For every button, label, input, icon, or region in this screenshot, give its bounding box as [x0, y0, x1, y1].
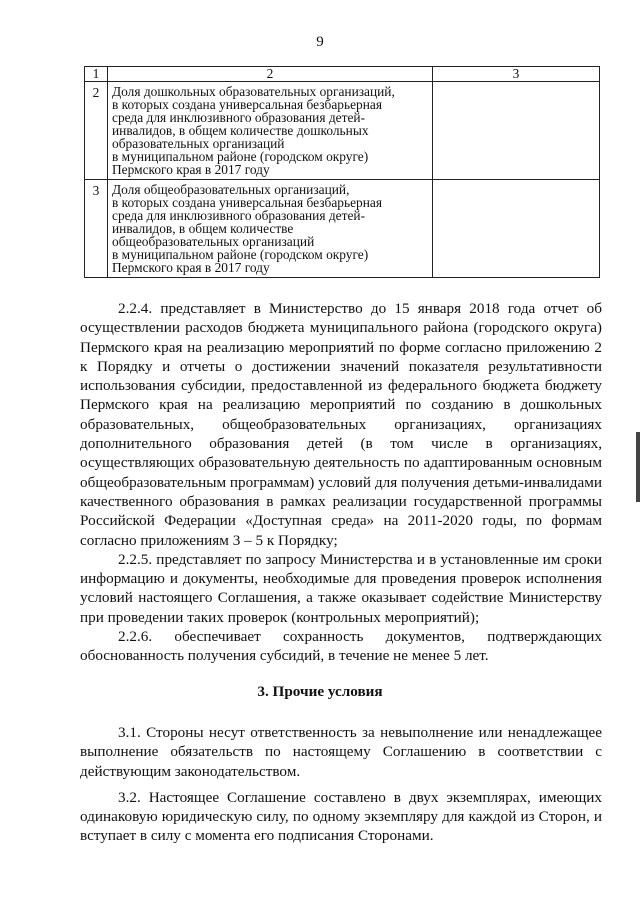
obligations-section: [80, 299, 602, 666]
indicator-line: общеобразовательных организаций: [112, 234, 315, 249]
page-number: 9: [316, 34, 324, 50]
indicator-line: Доля дошкольных образовательных организаций,: [112, 84, 395, 99]
indicators-table: [84, 66, 600, 278]
table-row: [85, 82, 600, 180]
indicator-line: Доля общеобразовательных организаций,: [112, 182, 350, 197]
indicator-line: Пермского края в 2017 году: [112, 260, 270, 275]
indicator-line: инвалидов, в общем количестве: [112, 221, 294, 236]
indicator-name: [108, 180, 433, 278]
indicator-line: образовательных организаций: [112, 136, 285, 151]
clause-2-2-5: 2.2.5. представляет по запросу Министерства и в установленные им сроки информацию и документы, необходимые для проведения проверок исполнения условий настоящего Соглашения, а также оказывает содействие Министерству при проведении таких проверок (контрольных мероприятий);: [80, 550, 602, 626]
indicator-line: в которых создана универсальная безбарьерная: [112, 195, 383, 210]
indicator-line: среда для инклюзивного образования детей-: [112, 208, 366, 223]
table-header-row: [85, 67, 600, 82]
other-conditions-section: [80, 723, 602, 846]
indicator-line: в муниципальном районе (городском округе): [112, 149, 369, 164]
table-row: [85, 180, 600, 278]
header-col-2: 2: [108, 67, 433, 82]
header-col-3: 3: [433, 67, 600, 82]
indicator-line: Пермского края в 2017 году: [112, 162, 270, 177]
section-title: 3. Прочие условия: [257, 683, 383, 700]
clause-2-2-6: 2.2.6. обеспечивает сохранность документов, подтверждающих обоснованность получения субсидий, в течение не менее 5 лет.: [80, 628, 602, 665]
scan-edge-mark: [636, 432, 640, 502]
indicator-line: инвалидов, в общем количестве дошкольных: [112, 123, 369, 138]
row-number: 2: [85, 82, 108, 180]
indicator-name: [108, 82, 433, 180]
indicator-line: в муниципальном районе (городском округе): [112, 247, 369, 262]
clause-3-2: 3.2. Настоящее Соглашение составлено в двух экземплярах, имеющих одинаковую юридическую силу, по одному экземпляру для каждой из Сторон, и вступает в силу с момента его подписания Сторонами.: [80, 788, 602, 845]
row-number: 3: [85, 180, 108, 278]
indicator-value: [433, 180, 600, 278]
clause-3-1: 3.1. Стороны несут ответственность за невыполнение или ненадлежащее выполнение обязательств по настоящему Соглашению в соответствии с действующим законодательством.: [80, 724, 602, 780]
header-col-1: 1: [85, 67, 108, 82]
indicator-line: среда для инклюзивного образования детей-: [112, 110, 366, 125]
indicator-value: [433, 82, 600, 180]
clause-2-2-4: 2.2.4. представляет в Министерство до 15 января 2018 года отчет об осуществлении расходов бюджета муниципального района (городского округа) Пермского края на реализацию мероприятий по форме согласно приложению 2 к Порядку и отчеты о достижении значений показателя результативности использования субсидии, предоставленной из федерального бюджета бюджету Пермского края на реализацию мероприятий по созданию в дошкольных образовательных, общеобразовательных организациях, организациях дополнительного образования детей (в том числе в организациях, осуществляющих образовательную деятельность по адаптированным основным общеобразовательным программам) условий для получения детьми-инвалидами качественного образования в рамках реализации государственной программы Российской Федерации «Доступная среда» на 2011-2020 годы, по формам согласно приложениям 3 – 5 к Порядку;: [80, 300, 602, 549]
indicator-line: в которых создана универсальная безбарьерная: [112, 97, 383, 112]
